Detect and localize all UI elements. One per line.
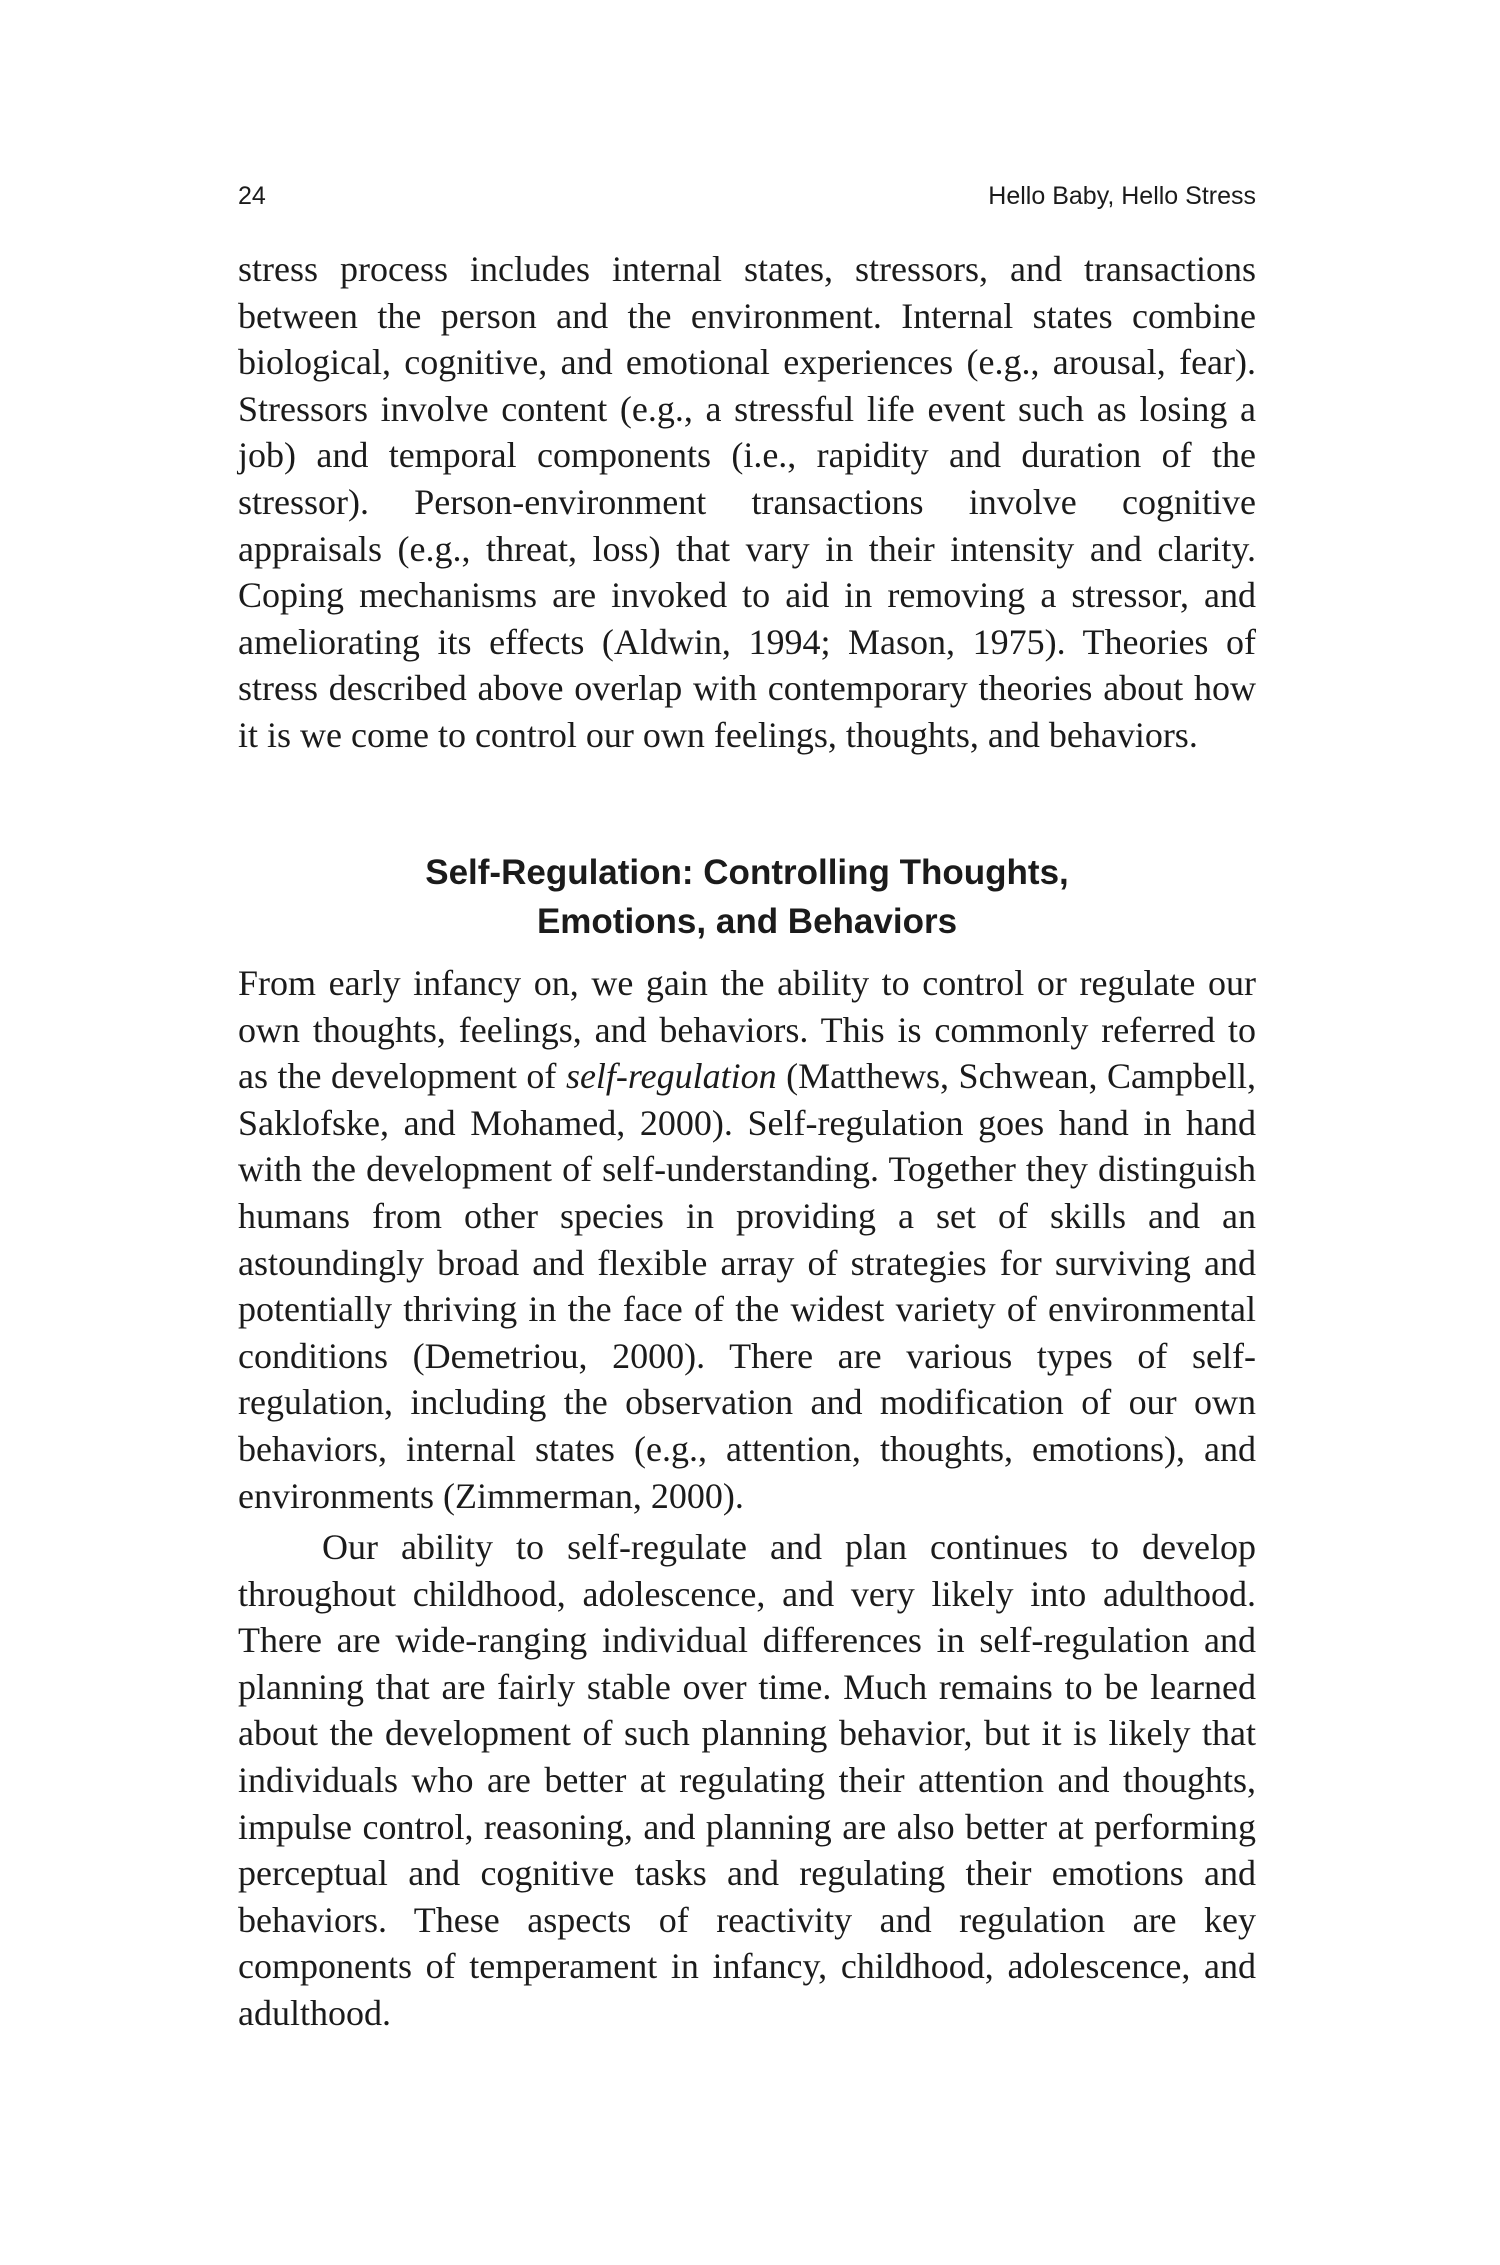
- paragraph-self-regulation-rest: (Matthews, Schwean, Campbell, Saklofske, and Mohamed, 2000). Self-regulation goes hand in hand with the development of self-understanding. Together they distinguish humans from other species in providing a set of skills and an astoundingly broad and flexible array of strategies for surviving and potentially thriving in the face of the widest variety of environmental conditions (Demetriou, 2000). There are various types of self-regulation, including the observation and modification of our own behaviors, internal states (e.g., attention, thoughts, emotions), and environments (Zimmerman, 2000).: [238, 1056, 1256, 1516]
- running-head: [238, 178, 1256, 214]
- section-heading-line-1: Self-Regulation: Controlling Thoughts,: [425, 853, 1069, 892]
- page-number: 24: [238, 182, 266, 210]
- section-heading-line-2: Emotions, and Behaviors: [536, 902, 958, 941]
- term-self-regulation: self-regulation: [565, 1056, 777, 1097]
- running-title: Hello Baby, Hello Stress: [988, 182, 1256, 210]
- section-heading: [238, 848, 1256, 946]
- paragraph-self-regulation: [238, 960, 1256, 1519]
- paragraph-self-regulation-intro: From early infancy on, we gain the ability to control or regulate our own thoughts, feelings, and behaviors. This is commonly referred to as the development of: [238, 963, 1256, 1097]
- paragraph-stress-process: stress process includes internal states, stressors, and transactions between the person and the environment. Internal states combine biological, cognitive, and emotional experiences (e.g., arousal, fear). Stressors involve content (e.g., a stressful life event such as losing a job) and temporal components (i.e., rapidity and duration of the stressor). Person-environment transactions involve cognitive appraisals (e.g., threat, loss) that vary in their intensity and clarity. Coping mechanisms are invoked to aid in removing a stressor, and ameliorating its effects (Aldwin, 1994; Mason, 1975). Theories of stress described above overlap with contemporary theories about how it is we come to control our own feelings, thoughts, and behaviors.: [238, 249, 1256, 755]
- paragraph-planning: Our ability to self-regulate and plan continues to develop throughout childhood, adolescence, and very likely into adulthood. There are wide-ranging individual differences in self-regulation and planning that are fairly stable over time. Much remains to be learned about the development of such planning behavior, but it is likely that individuals who are better at regulating their attention and thoughts, impulse control, reasoning, and planning are also better at performing perceptual and cognitive tasks and regulating their emotions and behaviors. These aspects of reactivity and regulation are key components of temperament in infancy, childhood, adolescence, and adulthood.: [238, 1527, 1256, 2033]
